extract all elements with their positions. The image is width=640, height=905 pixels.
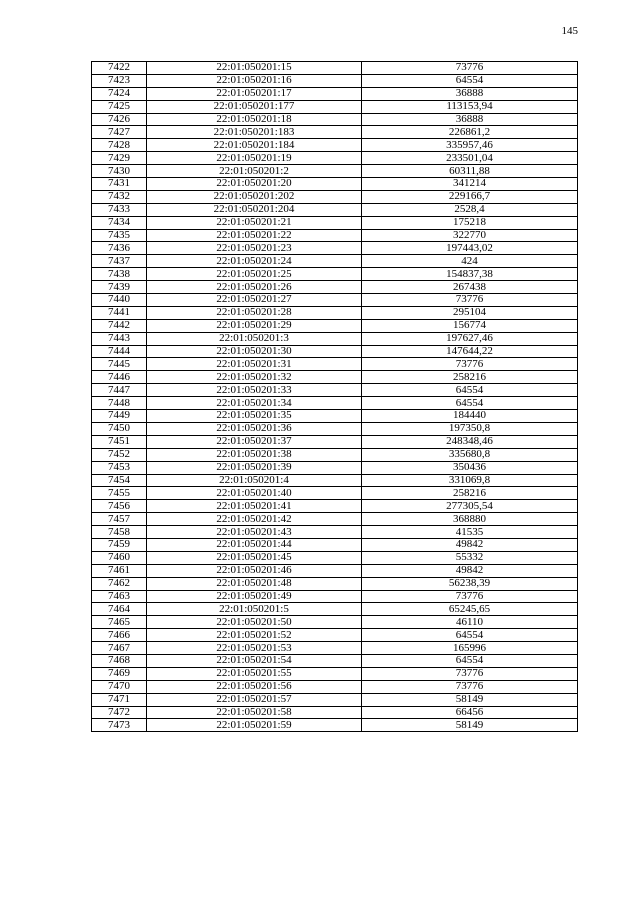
cadastral-number-cell: 22:01:050201:2 [147,165,362,178]
row-number-cell: 7446 [92,371,147,384]
value-cell: 322770 [362,229,578,242]
cadastral-number-cell: 22:01:050201:33 [147,384,362,397]
cadastral-number-cell: 22:01:050201:32 [147,371,362,384]
row-number-cell: 7436 [92,242,147,255]
value-cell: 233501,04 [362,152,578,165]
value-cell: 197627,46 [362,332,578,345]
table-row [92,654,578,667]
cadastral-number-cell: 22:01:050201:23 [147,242,362,255]
row-number-cell: 7434 [92,216,147,229]
value-cell: 184440 [362,410,578,423]
row-number-cell: 7423 [92,74,147,87]
row-number-cell: 7470 [92,680,147,693]
cadastral-number-cell: 22:01:050201:46 [147,564,362,577]
cadastral-number-cell: 22:01:050201:28 [147,306,362,319]
cadastral-number-cell: 22:01:050201:49 [147,590,362,603]
row-number-cell: 7424 [92,87,147,100]
table-row [92,397,578,410]
value-cell: 267438 [362,281,578,294]
row-number-cell: 7454 [92,474,147,487]
table-row [92,100,578,113]
cadastral-number-cell: 22:01:050201:27 [147,294,362,307]
cadastral-number-cell: 22:01:050201:58 [147,706,362,719]
cadastral-number-cell: 22:01:050201:30 [147,345,362,358]
row-number-cell: 7464 [92,603,147,616]
table-row [92,294,578,307]
cadastral-number-cell: 22:01:050201:54 [147,654,362,667]
cadastral-number-cell: 22:01:050201:204 [147,203,362,216]
table-row [92,461,578,474]
cadastral-number-cell: 22:01:050201:50 [147,616,362,629]
cadastral-number-cell: 22:01:050201:37 [147,435,362,448]
value-cell: 60311,88 [362,165,578,178]
cadastral-number-cell: 22:01:050201:57 [147,693,362,706]
value-cell: 64554 [362,654,578,667]
row-number-cell: 7427 [92,126,147,139]
cadastral-number-cell: 22:01:050201:40 [147,487,362,500]
value-cell: 335957,46 [362,139,578,152]
cadastral-number-cell: 22:01:050201:48 [147,577,362,590]
table-row [92,526,578,539]
value-cell: 165996 [362,642,578,655]
cadastral-number-cell: 22:01:050201:43 [147,526,362,539]
row-number-cell: 7431 [92,178,147,191]
value-cell: 73776 [362,358,578,371]
table-row [92,487,578,500]
row-number-cell: 7430 [92,165,147,178]
row-number-cell: 7455 [92,487,147,500]
row-number-cell: 7456 [92,500,147,513]
table-row [92,616,578,629]
table-row [92,126,578,139]
table-row [92,87,578,100]
value-cell: 64554 [362,384,578,397]
row-number-cell: 7426 [92,113,147,126]
value-cell: 73776 [362,667,578,680]
value-cell: 226861,2 [362,126,578,139]
value-cell: 73776 [362,294,578,307]
cadastral-number-cell: 22:01:050201:36 [147,422,362,435]
cadastral-number-cell: 22:01:050201:56 [147,680,362,693]
cadastral-number-cell: 22:01:050201:31 [147,358,362,371]
cadastral-number-cell: 22:01:050201:24 [147,255,362,268]
row-number-cell: 7428 [92,139,147,152]
table-row [92,538,578,551]
value-cell: 258216 [362,371,578,384]
cadastral-number-cell: 22:01:050201:177 [147,100,362,113]
value-cell: 368880 [362,513,578,526]
value-cell: 175218 [362,216,578,229]
cadastral-number-cell: 22:01:050201:18 [147,113,362,126]
table-row [92,603,578,616]
value-cell: 64554 [362,629,578,642]
table-row [92,358,578,371]
row-number-cell: 7450 [92,422,147,435]
table-row [92,165,578,178]
table-row [92,435,578,448]
row-number-cell: 7449 [92,410,147,423]
table-body [92,62,578,732]
row-number-cell: 7469 [92,667,147,680]
table-row [92,152,578,165]
table-row [92,371,578,384]
row-number-cell: 7458 [92,526,147,539]
value-cell: 258216 [362,487,578,500]
table-row [92,268,578,281]
table-row [92,113,578,126]
table-row [92,706,578,719]
row-number-cell: 7461 [92,564,147,577]
value-cell: 41535 [362,526,578,539]
table-row [92,629,578,642]
table-row [92,513,578,526]
cadastral-number-cell: 22:01:050201:20 [147,178,362,191]
value-cell: 58149 [362,693,578,706]
value-cell: 73776 [362,680,578,693]
value-cell: 248348,46 [362,435,578,448]
row-number-cell: 7429 [92,152,147,165]
cadastral-number-cell: 22:01:050201:184 [147,139,362,152]
row-number-cell: 7451 [92,435,147,448]
row-number-cell: 7445 [92,358,147,371]
table-row [92,448,578,461]
value-cell: 66456 [362,706,578,719]
table-row [92,719,578,732]
row-number-cell: 7432 [92,190,147,203]
table-row [92,332,578,345]
row-number-cell: 7437 [92,255,147,268]
value-cell: 147644,22 [362,345,578,358]
table-row [92,551,578,564]
value-cell: 350436 [362,461,578,474]
table-row [92,242,578,255]
value-cell: 36888 [362,87,578,100]
table-row [92,319,578,332]
cadastral-number-cell: 22:01:050201:21 [147,216,362,229]
value-cell: 49842 [362,564,578,577]
value-cell: 55332 [362,551,578,564]
cadastral-number-cell: 22:01:050201:17 [147,87,362,100]
table-row [92,693,578,706]
cadastral-number-cell: 22:01:050201:55 [147,667,362,680]
table-row [92,139,578,152]
table-row [92,255,578,268]
row-number-cell: 7435 [92,229,147,242]
value-cell: 58149 [362,719,578,732]
cadastral-number-cell: 22:01:050201:39 [147,461,362,474]
cadastral-number-cell: 22:01:050201:42 [147,513,362,526]
table-row [92,306,578,319]
row-number-cell: 7438 [92,268,147,281]
value-cell: 36888 [362,113,578,126]
table-row [92,667,578,680]
row-number-cell: 7467 [92,642,147,655]
cadastral-table [91,61,578,732]
value-cell: 113153,94 [362,100,578,113]
row-number-cell: 7473 [92,719,147,732]
row-number-cell: 7433 [92,203,147,216]
value-cell: 341214 [362,178,578,191]
value-cell: 229166,7 [362,190,578,203]
row-number-cell: 7459 [92,538,147,551]
row-number-cell: 7440 [92,294,147,307]
table-row [92,680,578,693]
table-row [92,281,578,294]
cadastral-number-cell: 22:01:050201:202 [147,190,362,203]
cadastral-number-cell: 22:01:050201:45 [147,551,362,564]
table-row [92,216,578,229]
row-number-cell: 7457 [92,513,147,526]
cadastral-number-cell: 22:01:050201:16 [147,74,362,87]
value-cell: 197350,8 [362,422,578,435]
value-cell: 335680,8 [362,448,578,461]
row-number-cell: 7425 [92,100,147,113]
table-row [92,577,578,590]
table-row [92,384,578,397]
cadastral-number-cell: 22:01:050201:19 [147,152,362,165]
row-number-cell: 7466 [92,629,147,642]
row-number-cell: 7447 [92,384,147,397]
row-number-cell: 7442 [92,319,147,332]
table-row [92,203,578,216]
value-cell: 65245,65 [362,603,578,616]
table-row [92,564,578,577]
table-row [92,422,578,435]
value-cell: 424 [362,255,578,268]
value-cell: 49842 [362,538,578,551]
table-row [92,190,578,203]
row-number-cell: 7444 [92,345,147,358]
cadastral-number-cell: 22:01:050201:29 [147,319,362,332]
value-cell: 277305,54 [362,500,578,513]
cadastral-number-cell: 22:01:050201:38 [147,448,362,461]
value-cell: 64554 [362,74,578,87]
cadastral-number-cell: 22:01:050201:34 [147,397,362,410]
table-row [92,345,578,358]
table-row [92,590,578,603]
cadastral-number-cell: 22:01:050201:15 [147,62,362,75]
cadastral-number-cell: 22:01:050201:44 [147,538,362,551]
table-row [92,410,578,423]
table-row [92,474,578,487]
table-row [92,74,578,87]
row-number-cell: 7422 [92,62,147,75]
row-number-cell: 7462 [92,577,147,590]
value-cell: 154837,38 [362,268,578,281]
table-row [92,642,578,655]
cadastral-number-cell: 22:01:050201:5 [147,603,362,616]
value-cell: 331069,8 [362,474,578,487]
table-row [92,62,578,75]
row-number-cell: 7452 [92,448,147,461]
table-row [92,178,578,191]
cadastral-number-cell: 22:01:050201:26 [147,281,362,294]
cadastral-number-cell: 22:01:050201:183 [147,126,362,139]
row-number-cell: 7448 [92,397,147,410]
cadastral-number-cell: 22:01:050201:22 [147,229,362,242]
row-number-cell: 7468 [92,654,147,667]
value-cell: 73776 [362,62,578,75]
row-number-cell: 7441 [92,306,147,319]
row-number-cell: 7460 [92,551,147,564]
cadastral-number-cell: 22:01:050201:52 [147,629,362,642]
value-cell: 156774 [362,319,578,332]
cadastral-number-cell: 22:01:050201:25 [147,268,362,281]
row-number-cell: 7439 [92,281,147,294]
value-cell: 73776 [362,590,578,603]
row-number-cell: 7453 [92,461,147,474]
value-cell: 64554 [362,397,578,410]
value-cell: 46110 [362,616,578,629]
value-cell: 56238,39 [362,577,578,590]
row-number-cell: 7465 [92,616,147,629]
table-row [92,500,578,513]
row-number-cell: 7463 [92,590,147,603]
row-number-cell: 7443 [92,332,147,345]
table-row [92,229,578,242]
cadastral-number-cell: 22:01:050201:53 [147,642,362,655]
row-number-cell: 7471 [92,693,147,706]
row-number-cell: 7472 [92,706,147,719]
cadastral-number-cell: 22:01:050201:4 [147,474,362,487]
value-cell: 2528,4 [362,203,578,216]
value-cell: 197443,02 [362,242,578,255]
cadastral-number-cell: 22:01:050201:41 [147,500,362,513]
value-cell: 295104 [362,306,578,319]
cadastral-number-cell: 22:01:050201:59 [147,719,362,732]
cadastral-number-cell: 22:01:050201:3 [147,332,362,345]
cadastral-number-cell: 22:01:050201:35 [147,410,362,423]
page-number: 145 [561,25,578,37]
